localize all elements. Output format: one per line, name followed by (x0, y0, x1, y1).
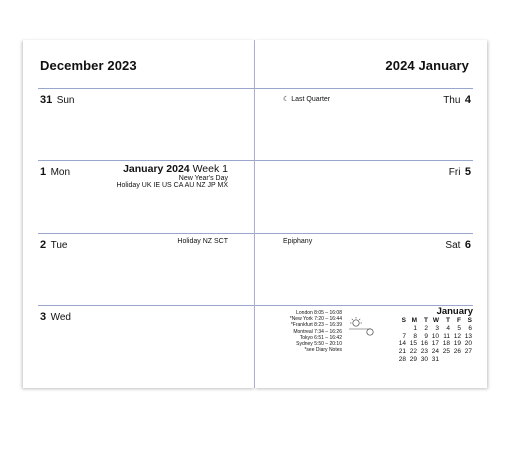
times-montreal: Montreal 7:34 – 16:26 (293, 328, 342, 335)
cal-day: 15 (409, 340, 417, 348)
last-quarter-moon-icon: ☾ (283, 96, 290, 103)
day-number: 4 (464, 94, 471, 106)
cal-day: 7 (402, 332, 406, 340)
day-number: 2 (40, 239, 47, 251)
cal-day: 6 (468, 324, 472, 332)
cal-header: S (401, 317, 406, 324)
cal-day: 21 (398, 348, 406, 356)
week-month-year: January 2024 (123, 163, 190, 175)
day-number: 3 (40, 311, 47, 323)
cal-day: 13 (464, 332, 472, 340)
right-page-title: 2024 January (385, 58, 469, 73)
cal-header: T (424, 317, 428, 324)
rule (255, 160, 473, 161)
rule (255, 233, 473, 234)
cal-day: 3 (435, 324, 439, 332)
cal-day: 8 (413, 332, 417, 340)
cal-day: 28 (398, 355, 406, 363)
day-tue-2 (40, 235, 67, 253)
right-page (255, 40, 487, 388)
times-new-york: *New York 7:20 – 16:44 (289, 316, 342, 323)
cal-day: 26 (453, 348, 461, 356)
times-footnote: *see Diary Notes (304, 347, 342, 354)
times-frankfurt: *Frankfurt 8:23 – 16:39 (290, 322, 342, 329)
day-name: Fri (448, 167, 461, 178)
thu-note: ☾ Last Quarter (283, 96, 331, 103)
day-name: Mon (50, 167, 71, 178)
day-name: Tue (50, 240, 68, 251)
cal-day: 19 (453, 340, 461, 348)
rule (38, 160, 255, 161)
cal-header: S (467, 317, 472, 324)
day-name: Sat (445, 240, 461, 251)
cal-day: 16 (420, 340, 428, 348)
cal-day: 18 (442, 340, 450, 348)
day-fri-5 (449, 162, 471, 180)
mini-calendar-title: January (436, 306, 473, 317)
cal-day: 12 (453, 332, 461, 340)
cal-day: 27 (464, 348, 472, 356)
sunrise-sunset-times (281, 310, 342, 353)
times-tokyo: Tokyo 6:51 – 16:42 (299, 334, 342, 341)
left-page-title: December 2023 (40, 58, 137, 73)
week-number: Week 1 (192, 163, 228, 175)
week-box (116, 163, 228, 189)
day-mon-1 (40, 162, 70, 180)
cal-day: 20 (464, 340, 472, 348)
day-name: Thu (443, 95, 461, 106)
day-wed-3 (40, 307, 71, 325)
day-sun-31 (40, 90, 75, 108)
cal-day: 25 (442, 348, 450, 356)
day-name: Wed (50, 312, 71, 323)
cal-header: W (432, 317, 439, 324)
cal-day: 10 (431, 332, 439, 340)
times-sydney: Sydney 5:50 – 20:10 (296, 341, 342, 348)
cal-header: F (457, 317, 461, 324)
new-years-label: New Year's Day (178, 175, 228, 182)
tue-holiday: Holiday NZ SCT (177, 238, 228, 245)
day-number: 31 (40, 94, 53, 106)
rule (255, 88, 473, 89)
cal-day: 2 (424, 324, 428, 332)
cal-day (461, 356, 472, 364)
cal-day: 4 (446, 324, 450, 332)
rule (38, 305, 255, 306)
day-number: 1 (40, 166, 47, 178)
rule (38, 88, 255, 89)
day-thu-4 (443, 90, 471, 108)
sunrise-sunset-icon (347, 316, 377, 338)
times-london: London 8:05 – 16:08 (296, 310, 342, 316)
left-page (23, 40, 255, 388)
cal-day: 11 (443, 332, 450, 340)
holiday-countries: Holiday UK IE US CA AU NZ JP MX (116, 182, 228, 189)
mini-calendar-grid (395, 317, 473, 364)
cal-day: 30 (420, 355, 428, 363)
cal-day: 1 (413, 324, 417, 332)
cal-day (395, 325, 406, 333)
cal-header: T (446, 317, 450, 324)
cal-day: 23 (420, 348, 428, 356)
mini-calendar-january (395, 306, 473, 364)
cal-day: 29 (409, 355, 417, 363)
day-number: 6 (464, 239, 471, 251)
rule (38, 233, 255, 234)
cal-day: 9 (424, 332, 428, 340)
cal-day: 31 (431, 355, 439, 363)
cal-day: 14 (398, 340, 406, 348)
cal-day: 22 (409, 348, 417, 356)
cal-day: 5 (457, 324, 461, 332)
day-name: Sun (56, 95, 75, 106)
cal-day (439, 356, 450, 364)
sat-note: Epiphany (283, 238, 313, 245)
cal-day (450, 356, 461, 364)
cal-day: 17 (431, 340, 439, 348)
cal-day: 24 (431, 348, 439, 356)
day-number: 5 (464, 166, 471, 178)
cal-header: M (411, 317, 417, 324)
day-sat-6 (445, 235, 471, 253)
